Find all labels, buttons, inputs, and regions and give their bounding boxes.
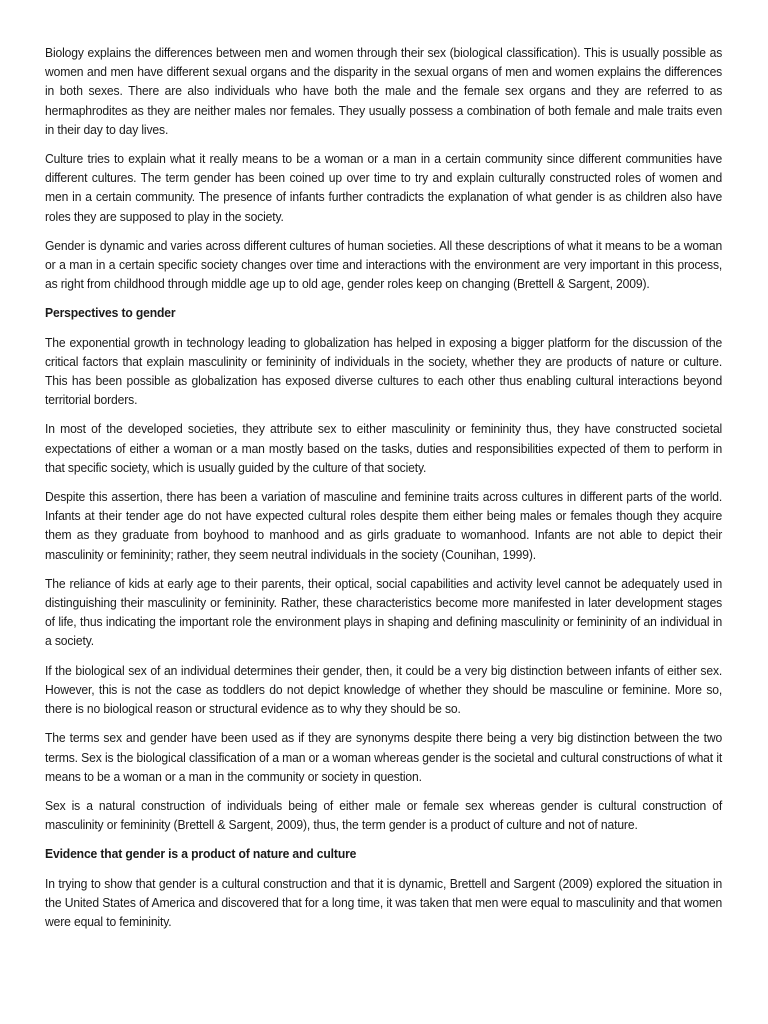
heading-perspectives: Perspectives to gender — [45, 305, 176, 321]
paragraph-biological-sex: If the biological sex of an individual determines their gender, then, it could be a very big distinction between infants of either sex. However, this is not the case as toddlers do not depict knowledge of whether they should be masculine or feminine. More so, there is no biological reason or structural evidence as to why they should be so. — [45, 662, 723, 717]
paragraph-biology: Biology explains the differences between men and women through their sex (biological classification). This is usually possible as women and men have different sexual organs and the disparity in the sexual organs of men and women explains the differences in both sexes. There are also individuals who have both the male and the female sex organs and they are referred to as hermaphrodites as they are neither males nor females. They usually possess a combination of both female and male traits even in their day to day lives. — [45, 45, 723, 137]
paragraph-natural-construction: Sex is a natural construction of individuals being of either male or female sex whereas gender is cultural construction of masculinity or femininity (Brettell & Sargent, 2009), thus, the term gender is a product of culture and not of nature. — [45, 797, 723, 833]
paragraph-usa: In trying to show that gender is a cultural construction and that it is dynamic, Brettell and Sargent (2009) explored the situation in the United States of America and discovered that for a long time, it was taken that men were equal to masculinity and that women were equal to femininity. — [45, 875, 723, 929]
paragraph-reliance: The reliance of kids at early age to their parents, their optical, social capabilities and activity level cannot be adequately used in distinguishing their masculinity or femininity. Rather, these characteristics become more manifested in later development stages of life, thus indicating the important role the environment plays in shaping and defining masculinity or femininity of an individual in a society. — [45, 575, 723, 649]
paragraph-variation: Despite this assertion, there has been a variation of masculine and feminine traits across cultures in different parts of the world. Infants at their tender age do not have expected cultural roles despite them either being males or females though they acquire them as they graduate from boyhood to manhood and as girls graduate to womanhood. Infants are not able to depict their masculinity or femininity; rather, they seem neutral individuals in the society (Counihan, 1999). — [45, 489, 723, 562]
paragraph-gender-dynamic: Gender is dynamic and varies across different cultures of human societies. All these descriptions of what it means to be a woman or a man in a certain specific society changes over time and interactions with the environment are very important in this process, as right from childhood through middle age up to old age, gender roles keep on changing (Brettell & Sargent, 2009). — [45, 237, 723, 292]
paragraph-developed-societies: In most of the developed societies, they attribute sex to either masculinity or femininity thus, they have constructed societal expectations of either a woman or a man mostly based on the tasks, duties and responsibilities expected of them to perform in that specific society, which is usually guided by the culture of that society. — [45, 421, 723, 475]
paragraph-culture: Culture tries to explain what it really means to be a woman or a man in a certain community since different communities have different cultures. The term gender has been coined up over time to try and explain culturally constructed roles of women and men in a certain community. The presence of infants further contradicts the explanation of what gender is as children also have roles they are supposed to play in the society. — [45, 151, 723, 224]
paragraph-globalization: The exponential growth in technology leading to globalization has helped in exposing a bigger platform for the discussion of the critical factors that explain masculinity or femininity of individuals in the society, whether they are products of nature or culture. This has been possible as globalization has exposed diverse cultures to each other thus enabling cultural interactions beyond territorial borders. — [45, 334, 723, 408]
document-page — [45, 43, 722, 941]
heading-evidence: Evidence that gender is a product of nature and culture — [45, 846, 357, 862]
paragraph-terms: The terms sex and gender have been used as if they are synonyms despite there being a very big distinction between the two terms. Sex is the biological classification of a man or a woman whereas gender is the societal and cultural constructions of what it means to be a woman or a man in the community or society in question. — [45, 730, 723, 784]
